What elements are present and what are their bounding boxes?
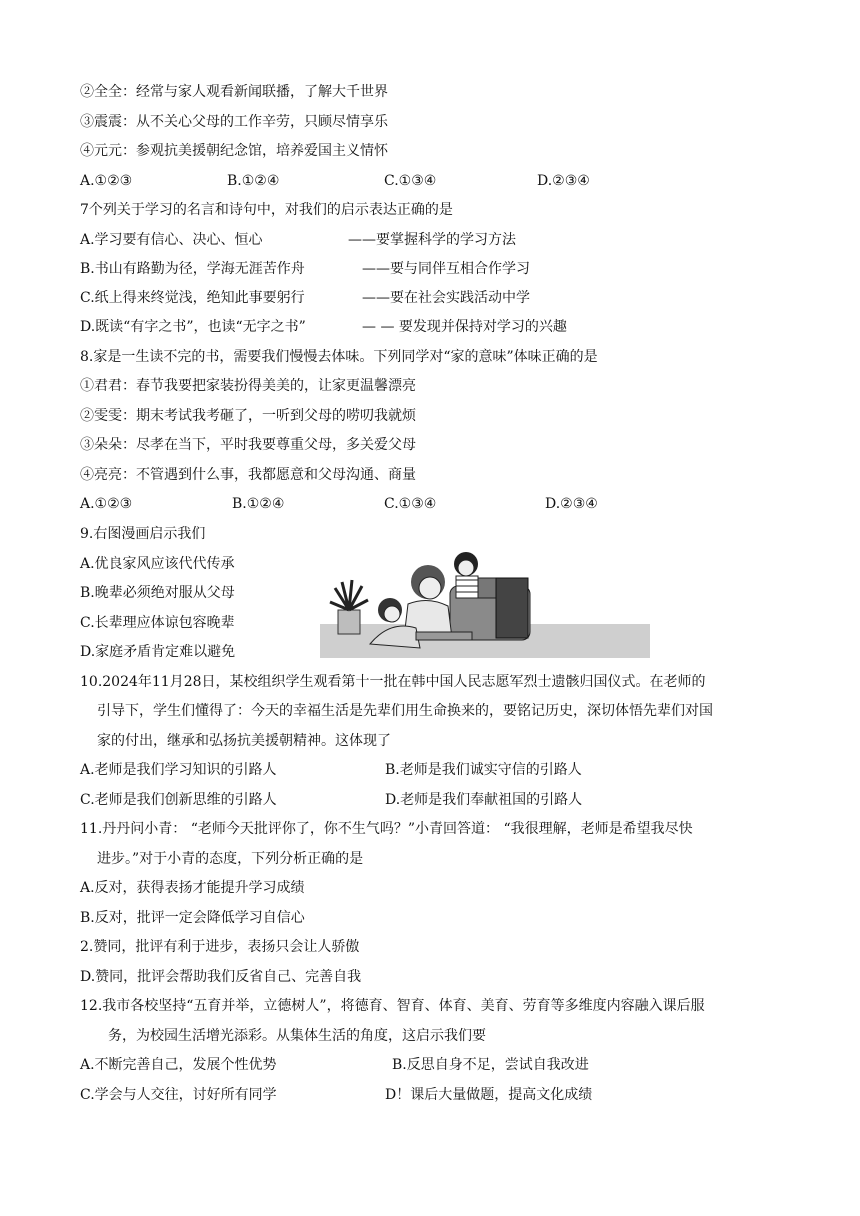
q7-option-a: A.学习要有信心、决心、恒心	[80, 232, 263, 248]
q12-stem-line-2: 务，为校园生活增光添彩。从集体生活的角度，这启示我们要	[108, 1028, 486, 1044]
q8-stem: 8.家是一生读不完的书，需要我们慢慢去体味。下列同学对“家的意味”体味正确的是	[80, 349, 598, 365]
q8-statement-4: ④亮亮：不管遇到什么事，我都愿意和父母沟通、商量	[80, 467, 416, 483]
q9-option-b: B.晚辈必须绝对服从父母	[80, 585, 235, 601]
q9-option-d: D.家庭矛盾肯定难以避免	[80, 644, 236, 660]
q6-option-b: B.①②④	[227, 173, 280, 189]
q8-option-a: A.①②③	[80, 496, 133, 512]
comic-tv	[496, 578, 528, 638]
q11-option-a: A.反对，获得表扬才能提升学习成绩	[80, 880, 305, 896]
q6-option-d: D.②③④	[537, 173, 590, 189]
q12-option-a: A.不断完善自己，发展个性优势	[80, 1057, 277, 1073]
q12-option-c: C.学会与人交往，讨好所有同学	[80, 1087, 277, 1103]
q11-stem-line-2: 进步。”对于小青的态度，下列分析正确的是	[97, 851, 364, 867]
q10-stem-line-2: 引导下，学生们懂得了：今天的幸福生活是先辈们用生命换来的，要铭记历史，深切体悟先辈们对国	[97, 703, 713, 719]
q7-option-c: C.纸上得来终觉浅，绝知此事要躬行	[80, 290, 305, 306]
comic-child-standing	[454, 552, 478, 598]
q10-stem-line-1: 10.2024年11月28日，某校组织学生观看第十一批在韩中国人民志愿军烈士遗骸归国仪式。在老师的	[80, 674, 706, 690]
q10-option-b: B.老师是我们诚实守信的引路人	[385, 762, 582, 778]
q7-option-b-meaning: ——要与同伴互相合作学习	[362, 261, 530, 277]
q6-option-a: A.①②③	[80, 173, 133, 189]
q11-stem-line-1: 11.丹丹问小青： “老师今天批评你了，你不生气吗？”小青回答道： “我很理解，老师是希望我尽快	[80, 821, 693, 837]
q10-stem-line-3: 家的付出，继承和弘扬抗美援朝精神。这体现了	[97, 733, 391, 749]
q7-option-d-meaning: — — 要发现并保持对学习的兴趣	[362, 319, 567, 335]
q9-stem: 9.右图漫画启示我们	[80, 526, 206, 542]
q12-option-b: B.反思自身不足，尝试自我改进	[392, 1057, 589, 1073]
q6-statement-4: ④元元：参观抗美援朝纪念馆，培养爱国主义情怀	[80, 143, 388, 159]
q11-option-c: 2.赞同，批评有利于进步，表扬只会让人骄傲	[80, 939, 360, 955]
q6-option-c: C.①③④	[384, 173, 437, 189]
q11-option-b: B.反对，批评一定会降低学习自信心	[80, 910, 305, 926]
q11-option-d: D.赞同，批评会帮助我们反省自己、完善自我	[80, 969, 362, 985]
q7-option-a-meaning: ——要掌握科学的学习方法	[348, 232, 516, 248]
comic-table	[416, 632, 472, 640]
q7-option-b: B.书山有路勤为径，学海无涯苦作舟	[80, 261, 305, 277]
q12-option-d: D！课后大量做题，提高文化成绩	[385, 1087, 593, 1103]
q12-stem-line-1: 12.我市各校坚持“五育并举，立德树人”，将德育、智育、体育、美育、劳育等多维度内容融入课后服	[80, 998, 705, 1014]
q10-option-a: A.老师是我们学习知识的引路人	[80, 762, 277, 778]
q9-option-a: A.优良家风应该代代传承	[80, 556, 235, 572]
q9-option-c: C.长辈理应体谅包容晚辈	[80, 615, 235, 631]
q8-option-b: B.①②④	[232, 496, 285, 512]
q8-statement-3: ③朵朵：尽孝在当下，平时我要尊重父母，多关爱父母	[80, 437, 416, 453]
family-comic-image	[320, 548, 650, 658]
q10-option-c: C.老师是我们创新思维的引路人	[80, 792, 277, 808]
q7-stem: 7个列关于学习的名言和诗句中，对我们的启示表达正确的是	[80, 202, 453, 218]
q7-option-d: D.既读“有字之书”，也读“无字之书”	[80, 319, 306, 335]
q6-statement-3: ③震震：从不关心父母的工作辛劳，只顾尽情享乐	[80, 114, 388, 130]
q8-option-c: C.①③④	[384, 496, 437, 512]
q6-statement-2: ②全全：经常与家人观看新闻联播，了解大千世界	[80, 84, 388, 100]
q8-statement-2: ②雯雯：期末考试我考砸了，一听到父母的唠叨我就烦	[80, 408, 416, 424]
q10-option-d: D.老师是我们奉献祖国的引路人	[385, 792, 583, 808]
q8-option-d: D.②③④	[545, 496, 598, 512]
q7-option-c-meaning: ——要在社会实践活动中学	[362, 290, 530, 306]
q8-statement-1: ①君君：春节我要把家装扮得美美的，让家更温馨漂亮	[80, 378, 416, 394]
